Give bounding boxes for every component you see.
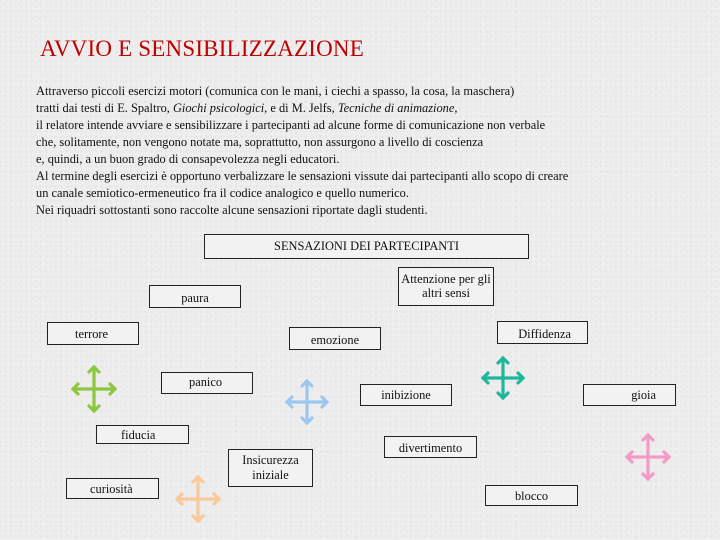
word-box-blocco: blocco	[485, 485, 578, 506]
four-way-arrow-icon-pink	[624, 432, 672, 482]
word-box-inibizione: inibizione	[360, 384, 452, 406]
four-way-arrow-icon-blue	[284, 378, 330, 426]
word-box-paura: paura	[149, 285, 241, 308]
four-way-arrow-icon-teal	[480, 355, 526, 401]
word-box-gioia: gioia	[583, 384, 676, 406]
word-box-attenzione: Attenzione per gli altri sensi	[398, 267, 494, 306]
intro-line: tratti dai testi di E. Spaltro, Giochi psicologici, e di M. Jelfs, Tecniche di animazione,	[36, 101, 458, 115]
word-box-divertimento: divertimento	[384, 436, 477, 458]
intro-line: Nei riquadri sottostanti sono raccolte alcune sensazioni riportate dagli studenti.	[36, 203, 428, 217]
page-title: AVVIO E SENSIBILIZZAZIONE	[40, 36, 364, 61]
intro-line: un canale semiotico-ermeneutico fra il codice analogico e quello numerico.	[36, 186, 409, 200]
word-box-terrore: terrore	[47, 322, 139, 345]
book-title: Tecniche di animazione	[337, 101, 455, 115]
intro-line: e, quindi, a un buon grado di consapevolezza negli educatori.	[36, 152, 340, 166]
word-box-emozione: emozione	[289, 327, 381, 350]
book-title: Giochi psicologici	[172, 101, 265, 115]
intro-line: Al termine degli esercizi è opportuno verbalizzare le sensazioni vissute dai partecipanti allo scopo di creare	[36, 169, 569, 183]
word-box-curiosita: curiosità	[66, 478, 159, 499]
word-box-panico: panico	[161, 372, 253, 394]
four-way-arrow-icon-orange	[174, 474, 222, 524]
sensations-header-box: SENSAZIONI DEI PARTECIPANTI	[204, 234, 529, 259]
intro-paragraph	[36, 83, 696, 219]
intro-line: il relatore intende avviare e sensibilizzare i partecipanti ad alcune forme di comunicazione non verbale	[36, 118, 546, 132]
intro-line: Attraverso piccoli esercizi motori (comunica con le mani, i ciechi a spasso, la cosa, la maschera)	[36, 84, 515, 98]
word-box-fiducia: fiducia	[96, 425, 189, 444]
four-way-arrow-icon-green	[70, 364, 118, 414]
word-box-diffidenza: Diffidenza	[497, 321, 588, 344]
word-box-insicurezza: Insicurezza iniziale	[228, 449, 313, 487]
intro-line: che, solitamente, non vengono notate ma, soprattutto, non assurgono a livello di coscienza	[36, 135, 484, 149]
